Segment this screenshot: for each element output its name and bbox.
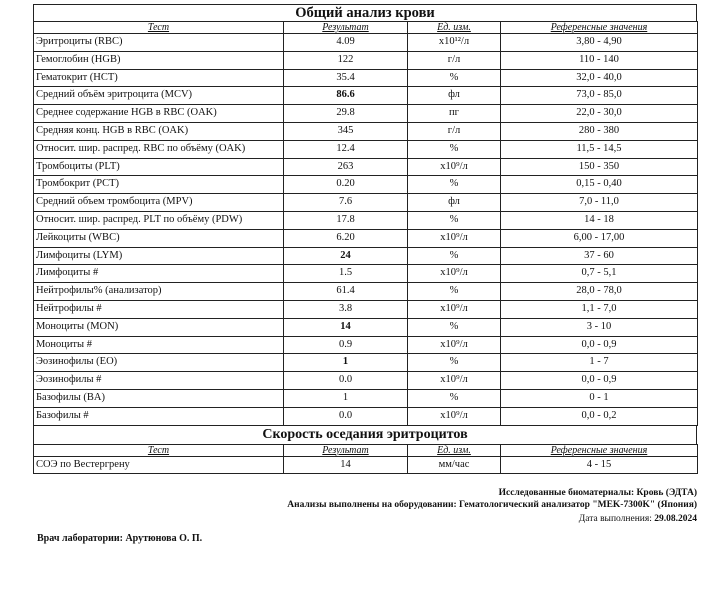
esr-header-test: Тест (34, 444, 284, 456)
row-test: Моноциты (MON) (34, 318, 284, 336)
row-result: 7.6 (284, 194, 408, 212)
row-result: 0.0 (284, 372, 408, 390)
row-unit: фл (408, 87, 501, 105)
row-result: 14 (284, 318, 408, 336)
table-row (34, 140, 698, 158)
row-unit: % (408, 211, 501, 229)
row-test: Нейтрофилы # (34, 300, 284, 318)
row-ref: 1 - 7 (501, 354, 698, 372)
row-test: Эозинофилы (EO) (34, 354, 284, 372)
table-row (34, 300, 698, 318)
row-result: 1.5 (284, 265, 408, 283)
table-row (34, 69, 698, 87)
row-result: 24 (284, 247, 408, 265)
row-result: 86.6 (284, 87, 408, 105)
row-ref: 280 - 380 (501, 122, 698, 140)
date-label: Дата выполнения: (578, 514, 652, 524)
row-test: Моноциты # (34, 336, 284, 354)
row-ref: 110 - 140 (501, 51, 698, 69)
equipment-value: Гематологический анализатор "MEK-7300K" (Япония) (459, 500, 697, 510)
header-ref: Референсные значения (501, 22, 698, 34)
row-result: 17.8 (284, 211, 408, 229)
row-ref: 0,7 - 5,1 (501, 265, 698, 283)
table-row (34, 336, 698, 354)
table-row (34, 87, 698, 105)
row-test: Лимфоциты (LYM) (34, 247, 284, 265)
table-row (34, 247, 698, 265)
row-unit: фл (408, 194, 501, 212)
row-ref: 7,0 - 11,0 (501, 194, 698, 212)
header-result: Результат (284, 22, 408, 34)
row-result: 1 (284, 354, 408, 372)
esr-result: 14 (284, 456, 408, 474)
row-test: Относит. шир. распред. RBC по объёму (OAK) (34, 140, 284, 158)
row-unit: % (408, 354, 501, 372)
row-test: Средний объём эритроцита (MCV) (34, 87, 284, 105)
row-result: 6.20 (284, 229, 408, 247)
row-test: Тромбокрит (PCT) (34, 176, 284, 194)
row-test: Средний объем тромбоцита (MPV) (34, 194, 284, 212)
results-table (33, 21, 698, 426)
esr-row (34, 456, 698, 474)
table-row (34, 372, 698, 390)
row-ref: 0,15 - 0,40 (501, 176, 698, 194)
row-ref: 6,00 - 17,00 (501, 229, 698, 247)
row-result: 29.8 (284, 105, 408, 123)
row-ref: 150 - 350 (501, 158, 698, 176)
table-row (34, 389, 698, 407)
table-row (34, 283, 698, 301)
table-row (34, 34, 698, 52)
row-result: 3.8 (284, 300, 408, 318)
row-result: 345 (284, 122, 408, 140)
report-sheet (33, 4, 697, 474)
row-unit: пг (408, 105, 501, 123)
esr-unit: мм/час (408, 456, 501, 474)
esr-header-ref: Референсные значения (501, 444, 698, 456)
row-result: 35.4 (284, 69, 408, 87)
row-test: Гемоглобин (HGB) (34, 51, 284, 69)
row-unit: % (408, 140, 501, 158)
row-ref: 0,0 - 0,9 (501, 336, 698, 354)
row-test: Эритроциты (RBC) (34, 34, 284, 52)
row-test: Относит. шир. распред. PLT по объёму (PDW) (34, 211, 284, 229)
row-test: Базофилы # (34, 407, 284, 425)
doctor-name: Арутюнова О. П. (125, 533, 203, 544)
biomaterial-value: Кровь (ЭДТА) (636, 488, 697, 498)
row-unit: x10⁹/л (408, 407, 501, 425)
doctor-label: Врач лаборатории: (37, 533, 123, 544)
row-ref: 3,80 - 4,90 (501, 34, 698, 52)
results-header-row (34, 22, 698, 34)
row-unit: % (408, 247, 501, 265)
row-ref: 32,0 - 40,0 (501, 69, 698, 87)
table-row (34, 158, 698, 176)
row-unit: % (408, 389, 501, 407)
biomaterial-label: Исследованные биоматериалы: (498, 488, 635, 498)
row-ref: 14 - 18 (501, 211, 698, 229)
esr-ref: 4 - 15 (501, 456, 698, 474)
row-ref: 28,0 - 78,0 (501, 283, 698, 301)
row-ref: 0 - 1 (501, 389, 698, 407)
row-result: 122 (284, 51, 408, 69)
row-ref: 1,1 - 7,0 (501, 300, 698, 318)
row-unit: % (408, 318, 501, 336)
row-unit: x10⁹/л (408, 229, 501, 247)
row-ref: 22,0 - 30,0 (501, 105, 698, 123)
row-unit: % (408, 69, 501, 87)
row-unit: % (408, 283, 501, 301)
row-ref: 73,0 - 85,0 (501, 87, 698, 105)
table-row (34, 354, 698, 372)
table-row (34, 265, 698, 283)
date-value: 29.08.2024 (654, 514, 697, 524)
esr-header-row (34, 444, 698, 456)
row-test: Среднее содержание HGB в RBC (OAK) (34, 105, 284, 123)
row-unit: x10⁹/л (408, 336, 501, 354)
header-test: Тест (34, 22, 284, 34)
equipment-label: Анализы выполнены на оборудовании: (287, 500, 457, 510)
esr-header-unit: Ед. изм. (408, 444, 501, 456)
table-row (34, 122, 698, 140)
row-result: 61.4 (284, 283, 408, 301)
table-row (34, 211, 698, 229)
esr-title: Скорость оседания эритроцитов (33, 426, 697, 444)
row-test: Гематокрит (HCT) (34, 69, 284, 87)
row-result: 1 (284, 389, 408, 407)
row-test: Средняя конц. HGB в RBC (OAK) (34, 122, 284, 140)
header-unit: Ед. изм. (408, 22, 501, 34)
row-test: Лейкоциты (WBC) (34, 229, 284, 247)
row-unit: % (408, 176, 501, 194)
row-result: 12.4 (284, 140, 408, 158)
row-unit: x10⁹/л (408, 265, 501, 283)
row-result: 0.0 (284, 407, 408, 425)
table-row (34, 176, 698, 194)
row-ref: 0,0 - 0,2 (501, 407, 698, 425)
biomaterial-line (499, 488, 697, 499)
row-result: 263 (284, 158, 408, 176)
row-ref: 37 - 60 (501, 247, 698, 265)
table-row (34, 194, 698, 212)
row-unit: г/л (408, 51, 501, 69)
row-test: Лимфоциты # (34, 265, 284, 283)
row-unit: x10⁹/л (408, 300, 501, 318)
row-unit: x10¹²/л (408, 34, 501, 52)
row-ref: 11,5 - 14,5 (501, 140, 698, 158)
table-row (34, 51, 698, 69)
row-ref: 0,0 - 0,9 (501, 372, 698, 390)
esr-table (33, 444, 698, 475)
date-line (579, 514, 697, 525)
row-test: Нейтрофилы% (анализатор) (34, 283, 284, 301)
row-result: 0.20 (284, 176, 408, 194)
table-row (34, 407, 698, 425)
esr-header-result: Результат (284, 444, 408, 456)
equipment-line (287, 500, 697, 511)
report-title: Общий анализ крови (33, 4, 697, 21)
row-result: 4.09 (284, 34, 408, 52)
row-ref: 3 - 10 (501, 318, 698, 336)
table-row (34, 318, 698, 336)
row-unit: x10⁹/л (408, 158, 501, 176)
row-result: 0.9 (284, 336, 408, 354)
row-test: Базофилы (BA) (34, 389, 284, 407)
row-unit: г/л (408, 122, 501, 140)
table-row (34, 105, 698, 123)
table-row (34, 229, 698, 247)
row-test: Эозинофилы # (34, 372, 284, 390)
row-unit: x10⁹/л (408, 372, 501, 390)
doctor-line (37, 533, 202, 544)
row-test: Тромбоциты (PLT) (34, 158, 284, 176)
esr-test: СОЭ по Вестергрену (34, 456, 284, 474)
